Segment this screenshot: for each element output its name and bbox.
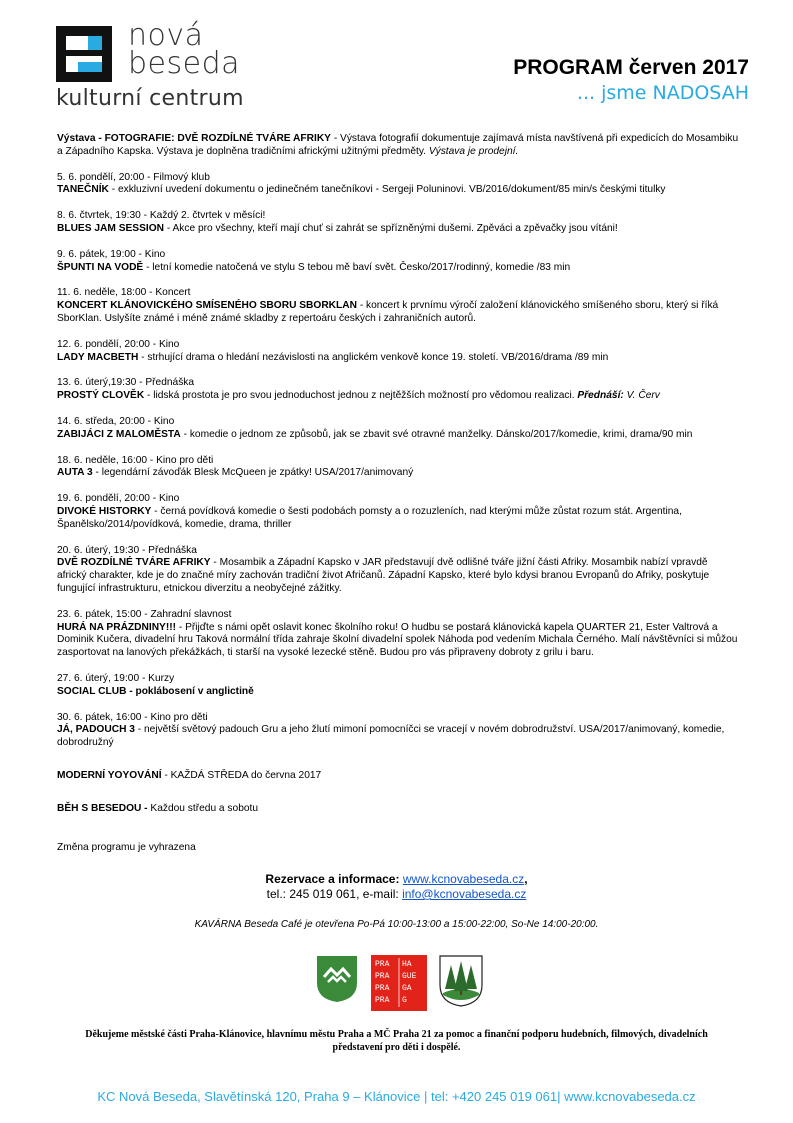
event-item xyxy=(57,172,739,198)
event-title: LADY MACBETH xyxy=(57,351,139,363)
event-description: - exkluzivní uvedení dokumentu o jedinečném tanečníkovi - Sergeji Poluninovi. VB/2016/dokument/85 min/s českými titulky xyxy=(108,184,666,196)
event-meta: 18. 6. neděle, 16:00 - Kino pro děti xyxy=(57,454,214,466)
event-title: MODERNÍ YOYOVÁNÍ xyxy=(57,769,162,781)
event-description: - komedie o jednom ze způsobů, jak se zbavit své otravné manželky. Dánsko/2017/komedie, krimi, drama/90 min xyxy=(180,428,693,440)
event-description: - Přijďte s námi opět oslavit konec školního roku! O hudbu se postará klánovická kapela QUARTER 21, Ester Valtrová a Dominik Kučera, divadelní hru Taková normální třída zahraje školní divadelní spolek Náhoda pod vedením Michala Černého. Malí návštěvníci si můžou zasportovat na lanových překážkách, ti starší na vysoké lezecké stěně. Budou pro vás připraveny dobroty z grilu i baru. xyxy=(57,621,738,659)
event-meta: 30. 6. pátek, 16:00 - Kino pro děti xyxy=(57,711,208,723)
praha-logo-text: PRA xyxy=(375,972,390,981)
event-title: AUTA 3 xyxy=(57,467,93,479)
tagline: ... jsme NADOSAH xyxy=(576,82,749,104)
contacts-block xyxy=(0,872,793,902)
event-title: BĚH S BESEDOU - xyxy=(57,802,148,814)
event-title: ŠPUNTI NA VODĚ xyxy=(57,261,144,273)
event-item xyxy=(57,493,739,531)
event-title: JÁ, PADOUCH 3 xyxy=(57,724,135,736)
contacts-label: Rezervace a informace: xyxy=(265,872,400,886)
event-title: HURÁ NA PRÁZDNINY!!! xyxy=(57,621,177,633)
event-description: - lidská prostota je pro svou jednoduchost jednou z nejtěžších možností pro vědomou realizaci. xyxy=(144,390,578,402)
praha21-shield-icon xyxy=(439,955,483,1007)
event-meta: 23. 6. pátek, 15:00 - Zahradní slavnost xyxy=(57,608,232,620)
event-item xyxy=(57,377,739,403)
event-description: - legendární závoďák Blesk McQueen je zpátky! USA/2017/animovaný xyxy=(92,467,414,479)
website-link[interactable]: www.kcnovabeseda.cz xyxy=(402,872,525,886)
praha-logo-text: PRA xyxy=(375,996,390,1005)
praha-logo-text: PRA xyxy=(375,984,390,993)
event-title: - FOTOGRAFIE: DVĚ ROZDÍLNÉ TVÁRE AFRIKY xyxy=(95,133,331,144)
event-title: KONCERT KLÁNOVICKÉHO SMÍSENÉHO SBORU SBORKLAN xyxy=(57,300,357,312)
sponsor-thanks: Děkujeme městské části Praha-Klánovice, hlavnímu městu Praha a MČ Praha 21 za pomoc a finanční podporu hudebních, filmových, divadelních představení pro děti i dospělé. xyxy=(85,1029,708,1053)
program-list xyxy=(57,133,739,828)
event-item xyxy=(57,249,739,275)
praha-logo-graphic xyxy=(371,955,427,1011)
logo-word-beseda: beseda xyxy=(128,46,241,81)
event-item xyxy=(57,287,739,325)
event-meta: 9. 6. pátek, 19:00 - Kino xyxy=(57,248,166,260)
praha-logo xyxy=(371,955,427,1011)
praha-logo-text: GA xyxy=(402,984,412,993)
program-change-note: Změna programu je vyhrazena xyxy=(57,842,196,853)
event-meta: 19. 6. pondělí, 20:00 - Kino xyxy=(57,493,180,505)
event-item xyxy=(57,673,739,699)
event-title: DVĚ ROZDÍLNÉ TVÁRE AFRIKY xyxy=(57,557,211,569)
event-title: SOCIAL CLUB - poklábosení v anglictině xyxy=(57,685,254,697)
event-speaker-label: Přednáší: xyxy=(577,390,624,402)
event-item xyxy=(57,712,739,750)
event-meta: 20. 6. úterý, 19:30 - Přednáška xyxy=(57,544,197,556)
event-item xyxy=(57,339,739,365)
event-item xyxy=(57,770,739,783)
kc-nova-beseda-logo xyxy=(56,20,256,112)
event-extra: Výstava je prodejní. xyxy=(428,145,519,157)
event-meta: 14. 6. středa, 20:00 - Kino xyxy=(57,415,175,427)
footer-address: KC Nová Beseda, Slavětínská 120, Praha 9 – Klánovice | tel: +420 245 019 061| www.kcnovabeseda.cz xyxy=(97,1089,696,1104)
event-speaker: V. Červ xyxy=(623,390,660,402)
event-item xyxy=(57,210,739,236)
event-description: - letní komedie natočená ve stylu S tebou mě baví svět. Česko/2017/rodinný, komedie /83 min xyxy=(143,261,571,273)
event-meta: 27. 6. úterý, 19:00 - Kurzy xyxy=(57,672,175,684)
event-meta: 5. 6. pondělí, 20:00 - Filmový klub xyxy=(57,171,210,183)
event-title: DIVOKÉ HISTORKY xyxy=(57,505,152,517)
sponsor-logos xyxy=(0,955,793,1011)
event-item xyxy=(57,803,739,816)
klanovice-shield-icon xyxy=(316,955,358,1003)
event-title: BLUES JAM SESSION xyxy=(57,222,164,234)
program-title: PROGRAM červen 2017 xyxy=(513,56,749,79)
event-description: - Akce pro všechny, kteří mají chuť si zahrát se spřízněnými dušemi. Zpěváci a zpěvačky jsou vítáni! xyxy=(164,222,618,234)
event-item xyxy=(57,133,739,159)
contacts-comma: , xyxy=(524,872,528,886)
event-meta: 12. 6. pondělí, 20:00 - Kino xyxy=(57,338,180,350)
praha-logo-text: GUE xyxy=(402,972,417,981)
event-description: - strhující drama o hledání nezávislosti na anglickém venkově konce 19. století. VB/2016/drama /89 min xyxy=(138,351,609,363)
event-description: - koncert k prvnímu výročí založení klánovického smíšeného sboru, který si říká SborKlan. Uslyšíte známé i méně známé skladby z repertoáru českých i zahraničních autorů. xyxy=(57,300,719,324)
event-meta: Výstava xyxy=(57,133,96,144)
praha-logo-text: G xyxy=(402,996,407,1005)
contacts-phone: tel.: 245 019 061, e-mail: xyxy=(266,887,403,901)
logo-word-nova: nová xyxy=(128,18,204,53)
event-title: ZABIJÁCI Z MALOMĚSTA xyxy=(57,428,181,440)
email-link[interactable]: info@kcnovabeseda.cz xyxy=(402,887,527,901)
event-item xyxy=(57,416,739,442)
nova-beseda-logo-mark xyxy=(56,26,112,82)
event-meta: 13. 6. úterý,19:30 - Přednáška xyxy=(57,377,195,389)
event-description: Každou středu a sobotu xyxy=(147,802,259,814)
event-description: - Mosambik a Západní Kapsko v JAR představují dvě odlišné tváře jižní části Afriky. Mosambik nabízí vpravdě africký charakter, kde je do značné míry zachován tradiční život Afričanů. Západní Kapsko, které bylo kdysi branou Evropanů do Afriky, poskytuje fungující infrastrukturu, etnickou diverzitu a neobyčejné zážitky. xyxy=(57,557,710,594)
event-item xyxy=(57,455,739,481)
event-item xyxy=(57,545,739,596)
event-title: PROSTÝ CLOVĚK xyxy=(57,390,145,402)
event-meta: 8. 6. čtvrtek, 19:30 - Každý 2. čtvrtek v měsíci! xyxy=(57,210,266,222)
event-item xyxy=(57,609,739,660)
praha-logo-text: HA xyxy=(402,960,412,969)
logo-subtitle: kulturní centrum xyxy=(56,86,244,111)
event-description: - černá povídková komedie o šesti podobách pomsty a o rozuzleních, nad kterými může zůstat rozum stát. Argentina, Španělsko/2014/povídková, komedie, drama, thriller xyxy=(57,505,682,530)
event-meta: 11. 6. neděle, 18:00 - Koncert xyxy=(57,287,191,299)
cafe-hours: KAVÁRNA Beseda Café je otevřena Po-Pá 10:00-13:00 a 15:00-22:00, So-Ne 14:00-20:00. xyxy=(194,919,599,930)
event-description: - největší světový padouch Gru a jeho žlutí mimoní pomocníčci se vracejí v novém dobrodružství. USA/2017/animovaný, komedie, dobrodružný xyxy=(57,724,725,749)
event-description: - KAŽDÁ STŘEDA do června 2017 xyxy=(161,769,322,781)
event-description: - Výstava fotografií dokumentuje zajímavá místa navštívená při expedicích do Mosambiku a Západního Kapska. Výstava je doplněna tradičními africkými užitnými předměty. xyxy=(57,133,739,157)
praha-logo-text: PRA xyxy=(375,960,390,969)
event-title: TANEČNÍK xyxy=(57,184,109,196)
